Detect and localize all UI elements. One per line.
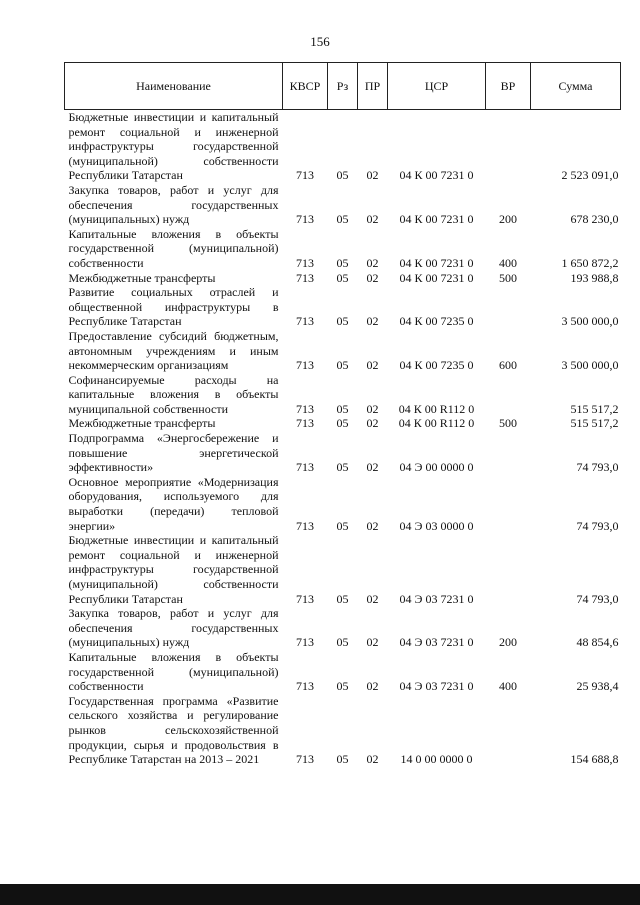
cell-vr <box>486 110 531 183</box>
cell-name: Межбюджетные трансферты <box>68 270 216 285</box>
cell-name: Бюджетные инвестиции и капитальный ремонт социальной и инженерной инфраструктуры государственной (муниципальной) собственности Республики Татарстан <box>68 533 279 606</box>
cell-pr: 02 <box>366 270 379 285</box>
cell-kvsr: 713 <box>296 270 314 285</box>
cell-kvsr: 713 <box>296 679 314 694</box>
cell-vr <box>486 475 531 533</box>
cell-name: Основное мероприятие «Модернизация оборудования, используемого для выработки (передачи) тепловой энергии» <box>68 474 279 533</box>
cell-pr: 02 <box>366 752 379 767</box>
cell-rz: 05 <box>336 168 349 183</box>
cell-rz: 05 <box>336 679 349 694</box>
cell-name: Подпрограмма «Энергосбережение и повышение энергетической эффективности» <box>68 431 279 475</box>
cell-vr: 200 <box>499 635 517 650</box>
cell-sum: 154 688,8 <box>570 752 619 767</box>
cell-name: Капитальные вложения в объекты государственной (муниципальной) собственности <box>68 226 279 270</box>
cell-kvsr: 713 <box>296 168 314 183</box>
cell-sum: 193 988,8 <box>570 270 619 285</box>
cell-csr: 04 К 00 7231 0 <box>399 255 474 270</box>
budget-table <box>64 62 621 767</box>
cell-rz: 05 <box>336 401 349 416</box>
table-row <box>65 329 621 373</box>
cell-csr: 04 К 00 7231 0 <box>399 270 474 285</box>
cell-csr: 04 Э 03 7231 0 <box>399 679 474 694</box>
cell-rz: 05 <box>336 270 349 285</box>
cell-csr: 04 К 00 7235 0 <box>399 314 474 329</box>
cell-name: Бюджетные инвестиции и капитальный ремонт социальной и инженерной инфраструктуры государственной (муниципальной) собственности Республики Татарстан <box>68 110 279 183</box>
header-kvsr: КВСР <box>283 63 328 110</box>
cell-vr: 500 <box>499 270 517 285</box>
cell-name: Межбюджетные трансферты <box>68 416 216 431</box>
cell-kvsr: 713 <box>296 358 314 373</box>
cell-name: Государственная программа «Развитие сельского хозяйства и регулирование рынков сельскохозяйственной продукции, сырья и продовольствия в Республике Татарстан на 2013 – 2021 <box>68 693 279 767</box>
cell-name: Закупка товаров, работ и услуг для обеспечения государственных (муниципальных) нужд <box>68 606 279 650</box>
budget-table-container <box>64 62 620 767</box>
cell-kvsr: 713 <box>296 314 314 329</box>
cell-vr: 400 <box>499 255 517 270</box>
cell-sum: 1 650 872,2 <box>561 255 619 270</box>
header-vr: ВР <box>486 63 531 110</box>
cell-kvsr: 713 <box>296 752 314 767</box>
header-pr: ПР <box>358 63 388 110</box>
cell-sum: 678 230,0 <box>570 212 619 227</box>
cell-rz: 05 <box>336 314 349 329</box>
cell-vr <box>486 373 531 417</box>
cell-pr: 02 <box>366 460 379 475</box>
cell-csr: 04 К 00 R112 0 <box>398 401 475 416</box>
header-csr: ЦСР <box>388 63 486 110</box>
cell-kvsr: 713 <box>296 255 314 270</box>
table-row <box>65 694 621 767</box>
cell-csr: 04 Э 00 0000 0 <box>399 460 474 475</box>
table-row <box>65 431 621 475</box>
cell-rz: 05 <box>336 752 349 767</box>
cell-sum: 2 523 091,0 <box>561 168 619 183</box>
cell-sum: 74 793,0 <box>576 591 619 606</box>
cell-name: Развитие социальных отраслей и общественной инфраструктуры в Республике Татарстан <box>68 285 279 329</box>
cell-sum: 515 517,2 <box>570 416 619 431</box>
cell-pr: 02 <box>366 314 379 329</box>
header-sum: Сумма <box>531 63 621 110</box>
cell-pr: 02 <box>366 168 379 183</box>
cell-rz: 05 <box>336 212 349 227</box>
cell-csr: 04 Э 03 0000 0 <box>399 518 474 533</box>
cell-kvsr: 713 <box>296 635 314 650</box>
cell-rz: 05 <box>336 358 349 373</box>
cell-vr: 200 <box>499 212 517 227</box>
header-rz: Рз <box>328 63 358 110</box>
cell-rz: 05 <box>336 591 349 606</box>
cell-csr: 04 К 00 7235 0 <box>399 358 474 373</box>
cell-pr: 02 <box>366 401 379 416</box>
table-row <box>65 373 621 417</box>
cell-vr <box>486 694 531 767</box>
cell-kvsr: 713 <box>296 591 314 606</box>
cell-vr: 600 <box>499 358 517 373</box>
cell-name: Капитальные вложения в объекты государственной (муниципальной) собственности <box>68 649 279 694</box>
cell-rz: 05 <box>336 416 349 431</box>
cell-csr: 04 Э 03 7231 0 <box>399 635 474 650</box>
table-row <box>65 606 621 650</box>
table-row <box>65 416 621 431</box>
cell-kvsr: 713 <box>296 416 314 431</box>
cell-name: Предоставление субсидий бюджетным, автономным учреждениям и иным некоммерческим организациям <box>68 328 279 373</box>
header-name: Наименование <box>65 63 283 110</box>
cell-vr <box>486 431 531 475</box>
cell-kvsr: 713 <box>296 212 314 227</box>
cell-sum: 3 500 000,0 <box>561 314 619 329</box>
cell-vr: 500 <box>499 416 517 431</box>
table-row <box>65 271 621 286</box>
cell-sum: 515 517,2 <box>570 401 619 416</box>
table-row <box>65 183 621 227</box>
cell-csr: 04 К 00 7231 0 <box>399 168 474 183</box>
table-row <box>65 533 621 606</box>
cell-vr <box>486 533 531 606</box>
cell-csr: 14 0 00 0000 0 <box>400 752 473 767</box>
cell-vr: 400 <box>499 679 517 694</box>
cell-pr: 02 <box>366 212 379 227</box>
cell-name: Закупка товаров, работ и услуг для обеспечения государственных (муниципальных) нужд <box>68 182 279 227</box>
table-body <box>65 110 621 767</box>
page-number: 156 <box>310 34 330 49</box>
cell-rz: 05 <box>336 460 349 475</box>
table-header-row <box>65 63 621 110</box>
cell-pr: 02 <box>366 358 379 373</box>
cell-sum: 74 793,0 <box>576 518 619 533</box>
cell-sum: 25 938,4 <box>576 679 619 694</box>
cell-sum: 48 854,6 <box>576 635 619 650</box>
cell-csr: 04 К 00 R112 0 <box>398 416 475 431</box>
cell-kvsr: 713 <box>296 401 314 416</box>
cell-rz: 05 <box>336 255 349 270</box>
table-row <box>65 285 621 329</box>
cell-kvsr: 713 <box>296 460 314 475</box>
cell-pr: 02 <box>366 518 379 533</box>
cell-vr <box>486 285 531 329</box>
table-row <box>65 110 621 183</box>
cell-csr: 04 Э 03 7231 0 <box>399 591 474 606</box>
cell-csr: 04 К 00 7231 0 <box>399 212 474 227</box>
cell-rz: 05 <box>336 635 349 650</box>
table-row <box>65 650 621 694</box>
cell-pr: 02 <box>366 416 379 431</box>
table-row <box>65 475 621 533</box>
cell-kvsr: 713 <box>296 518 314 533</box>
cell-sum: 74 793,0 <box>576 460 619 475</box>
table-row <box>65 227 621 271</box>
cell-name: Софинансируемые расходы на капитальные вложения в объекты муниципальной собственности <box>68 372 279 416</box>
scan-bottom-edge <box>0 884 640 905</box>
cell-rz: 05 <box>336 518 349 533</box>
cell-pr: 02 <box>366 635 379 650</box>
cell-pr: 02 <box>366 255 379 270</box>
cell-pr: 02 <box>366 679 379 694</box>
cell-pr: 02 <box>366 591 379 606</box>
cell-sum: 3 500 000,0 <box>561 358 619 373</box>
